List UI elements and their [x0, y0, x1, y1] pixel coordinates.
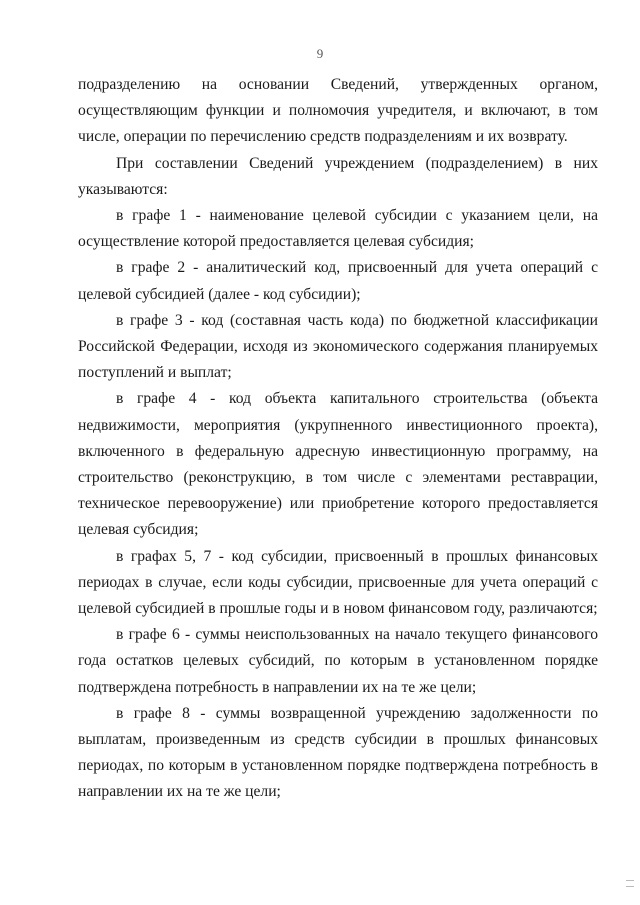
paragraph-column-6: в графе 6 - суммы неиспользованных на начало текущего финансового года остатков целевых субсидий, по которым в установленном порядке подтверждена потребность в направлении их на те же цели;: [78, 626, 598, 696]
paragraph-column-2: в графе 2 - аналитический код, присвоенный для учета операций с целевой субсидией (далее - код субсидии);: [78, 259, 598, 303]
paragraph-column-8: в графе 8 - суммы возвращенной учреждению задолженности по выплатам, произведенным из средств субсидии в прошлых финансовых периодах, по которым в установленном порядке подтверждена потребность в направлении их на те же цели;: [78, 704, 598, 801]
paragraph-column-1: в графе 1 - наименование целевой субсидии с указанием цели, на осуществление которой предоставляется целевая субсидия;: [78, 207, 598, 251]
paragraph-columns-5-7: в графах 5, 7 - код субсидии, присвоенный в прошлых финансовых периодах в случае, если коды субсидии, присвоенные для учета операций с целевой субсидией в прошлые годы и в новом финансовом году, различаются;: [78, 547, 598, 618]
scan-edge-mark: [626, 886, 634, 887]
paragraph-intro: При составлении Сведений учреждением (подразделением) в них указываются:: [78, 154, 598, 198]
paragraph-continuation: подразделению на основании Сведений, утвержденных органом, осуществляющим функции и полномочия учредителя, и включают, в том числе, операции по перечислению средств подразделениям и их возврату.: [78, 76, 598, 146]
paragraph-column-4: в графе 4 - код объекта капитального строительства (объекта недвижимости, мероприятия (укрупненного инвестиционного проекта), включенного в федеральную адресную инвестиционную программу, на строительство (реконструкцию, в том числе с элементами реставрации, техническое перевооружение) или приобретение которого предоставляется целевая субсидия;: [78, 390, 598, 539]
scan-edge-mark: [626, 880, 634, 881]
document-body: [78, 72, 598, 806]
page-number: 9: [316, 46, 324, 61]
paragraph-column-3: в графе 3 - код (составная часть кода) по бюджетной классификации Российской Федерации, исходя из экономического содержания планируемых поступлений и выплат;: [78, 311, 598, 382]
